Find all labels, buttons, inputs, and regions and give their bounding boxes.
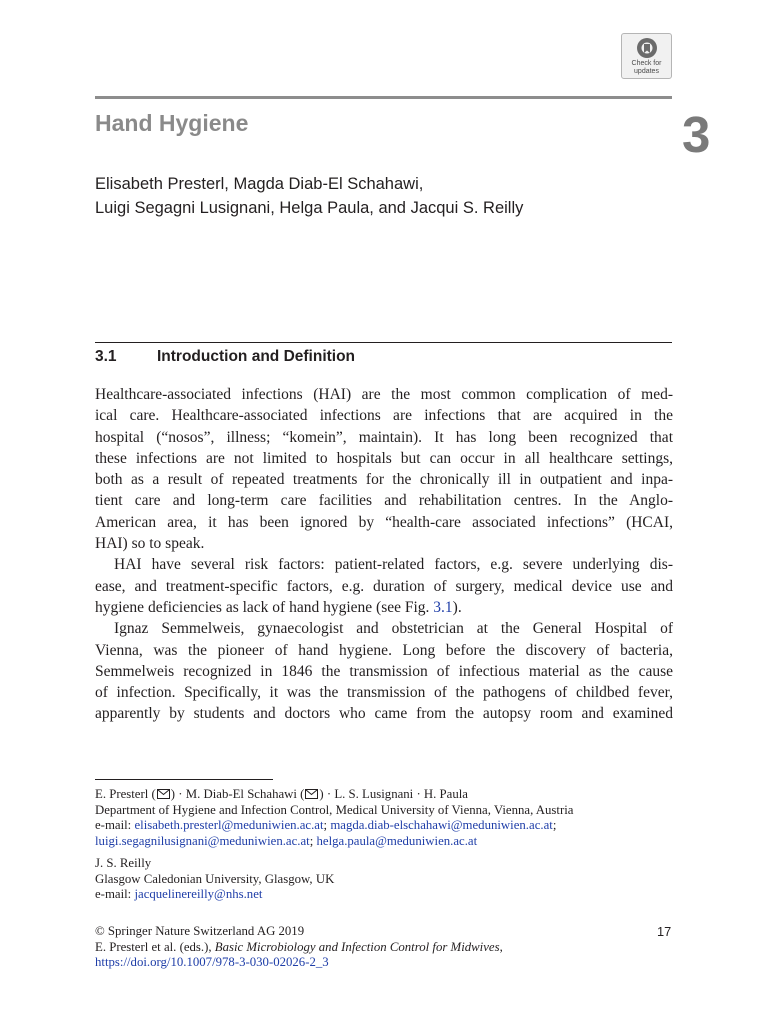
author-text: E. Presterl ( (95, 787, 156, 801)
figure-reference-link[interactable]: 3.1 (433, 598, 453, 616)
text-line: Healthcare-associated infections (HAI) are the most common complication of med- (95, 386, 673, 403)
text-line: hospital (“nosos”, illness; “komein”, maintain). It has long been recognized that (95, 428, 673, 446)
section-number: 3.1 (95, 348, 117, 365)
text-line: HAI have several risk factors: patient-related factors, e.g. severe underlying dis- (114, 556, 673, 574)
check-updates-icon (636, 37, 658, 59)
author-line-1: Elisabeth Presterl, Magda Diab-El Schahawi, (95, 175, 424, 193)
affiliation-department: Department of Hygiene and Infection Control, Medical University of Vienna, Vienna, Austria (95, 802, 574, 817)
top-rule (95, 96, 672, 99)
affiliation-emails (95, 818, 675, 834)
text-line: American area, it has been ignored by “health-care associated infections” (HCAI, (95, 513, 673, 531)
text-fragment: ). (452, 598, 462, 616)
text-line: Vienna, was the pioneer of hand hygiene. Long before the discovery of bacteria, (95, 641, 673, 659)
text-line-with-figure-ref (95, 597, 673, 618)
author-text: ) · M. Diab-El Schahawi ( (170, 787, 305, 801)
text-line: ease, and treatment-specific factors, e.g. duration of surgery, medical device use and (95, 577, 673, 595)
section-heading (95, 348, 355, 366)
email-link[interactable]: luigi.segagnilusignani@meduniwien.ac.at (95, 833, 310, 848)
section-title: Introduction and Definition (157, 348, 356, 365)
affiliation-author: J. S. Reilly (95, 856, 152, 870)
affiliation-emails-cont (95, 834, 675, 850)
email-link[interactable]: elisabeth.presterl@meduniwien.ac.at (134, 818, 324, 833)
email-link[interactable]: helga.paula@meduniwien.ac.at (316, 833, 478, 848)
author-line-2: Luigi Segagni Lusignani, Helga Paula, and Jacqui S. Reilly (95, 199, 524, 217)
text-line: of infection. Specifically, it was the transmission of the pathogens of childbed fever, (95, 684, 673, 702)
envelope-icon[interactable] (157, 789, 170, 799)
citation-text: , (499, 939, 503, 954)
page-number: 17 (657, 924, 672, 939)
text-line: both as a result of repeated treatments for the chronically ill in outpatient and inpa- (95, 471, 673, 489)
affiliation-block-1 (95, 787, 675, 849)
envelope-icon[interactable] (305, 789, 318, 799)
separator: ; (309, 833, 317, 848)
book-title: Basic Microbiology and Infection Control for Midwives (214, 939, 500, 954)
text-line: these infections are not limited to hospitals but can occur in all healthcare settings, (95, 449, 673, 467)
text-line: HAI) so to speak. (95, 535, 205, 553)
citation-text: E. Presterl et al. (eds.), (95, 939, 215, 954)
author-text: ) · L. S. Lusignani · H. Paula (319, 787, 468, 801)
affiliation-block-2 (95, 856, 675, 903)
badge-line-1: Check for (631, 60, 662, 67)
text-line: tient care and long-term care facilities and rehabilitation centres. In the Anglo- (95, 492, 673, 510)
email-link[interactable]: magda.diab-elschahawi@meduniwien.ac.at (330, 818, 553, 833)
section-rule (95, 342, 672, 343)
affiliation-authors (95, 787, 675, 803)
separator: ; (323, 818, 331, 833)
author-list (95, 172, 523, 220)
email-link[interactable]: jacquelinereilly@nhs.net (134, 887, 263, 902)
text-line: ical care. Healthcare-associated infections are infections that are acquired in the (95, 407, 673, 425)
separator: ; (552, 818, 557, 833)
chapter-title: Hand Hygiene (95, 110, 249, 136)
chapter-number: 3 (682, 106, 711, 163)
citation-line (95, 940, 675, 956)
affiliation-institution: Glasgow Caledonian University, Glasgow, UK (95, 871, 335, 886)
text-line: apparently by students and doctors who came from the autopsy room and examined (95, 705, 673, 723)
email-label: e-mail: (95, 887, 135, 902)
text-fragment: hygiene deficiencies as lack of hand hygiene (see Fig. (95, 598, 434, 616)
affiliation-email (95, 887, 675, 903)
copyright-line: © Springer Nature Switzerland AG 2019 (95, 924, 305, 938)
doi-line (95, 955, 675, 971)
doi-link[interactable]: https://doi.org/10.1007/978-3-030-02026-2_3 (95, 955, 329, 970)
email-label: e-mail: (95, 818, 135, 833)
footnote-rule (95, 779, 273, 780)
text-line: Ignaz Semmelweis, gynaecologist and obstetrician at the General Hospital of (114, 620, 673, 638)
copyright-block (95, 924, 675, 971)
body-text (95, 384, 673, 725)
text-line: Semmelweis recognized in 1846 the transmission of infectious material as the cause (95, 662, 673, 680)
check-for-updates-badge[interactable] (621, 33, 672, 79)
badge-line-2: updates (634, 67, 659, 75)
